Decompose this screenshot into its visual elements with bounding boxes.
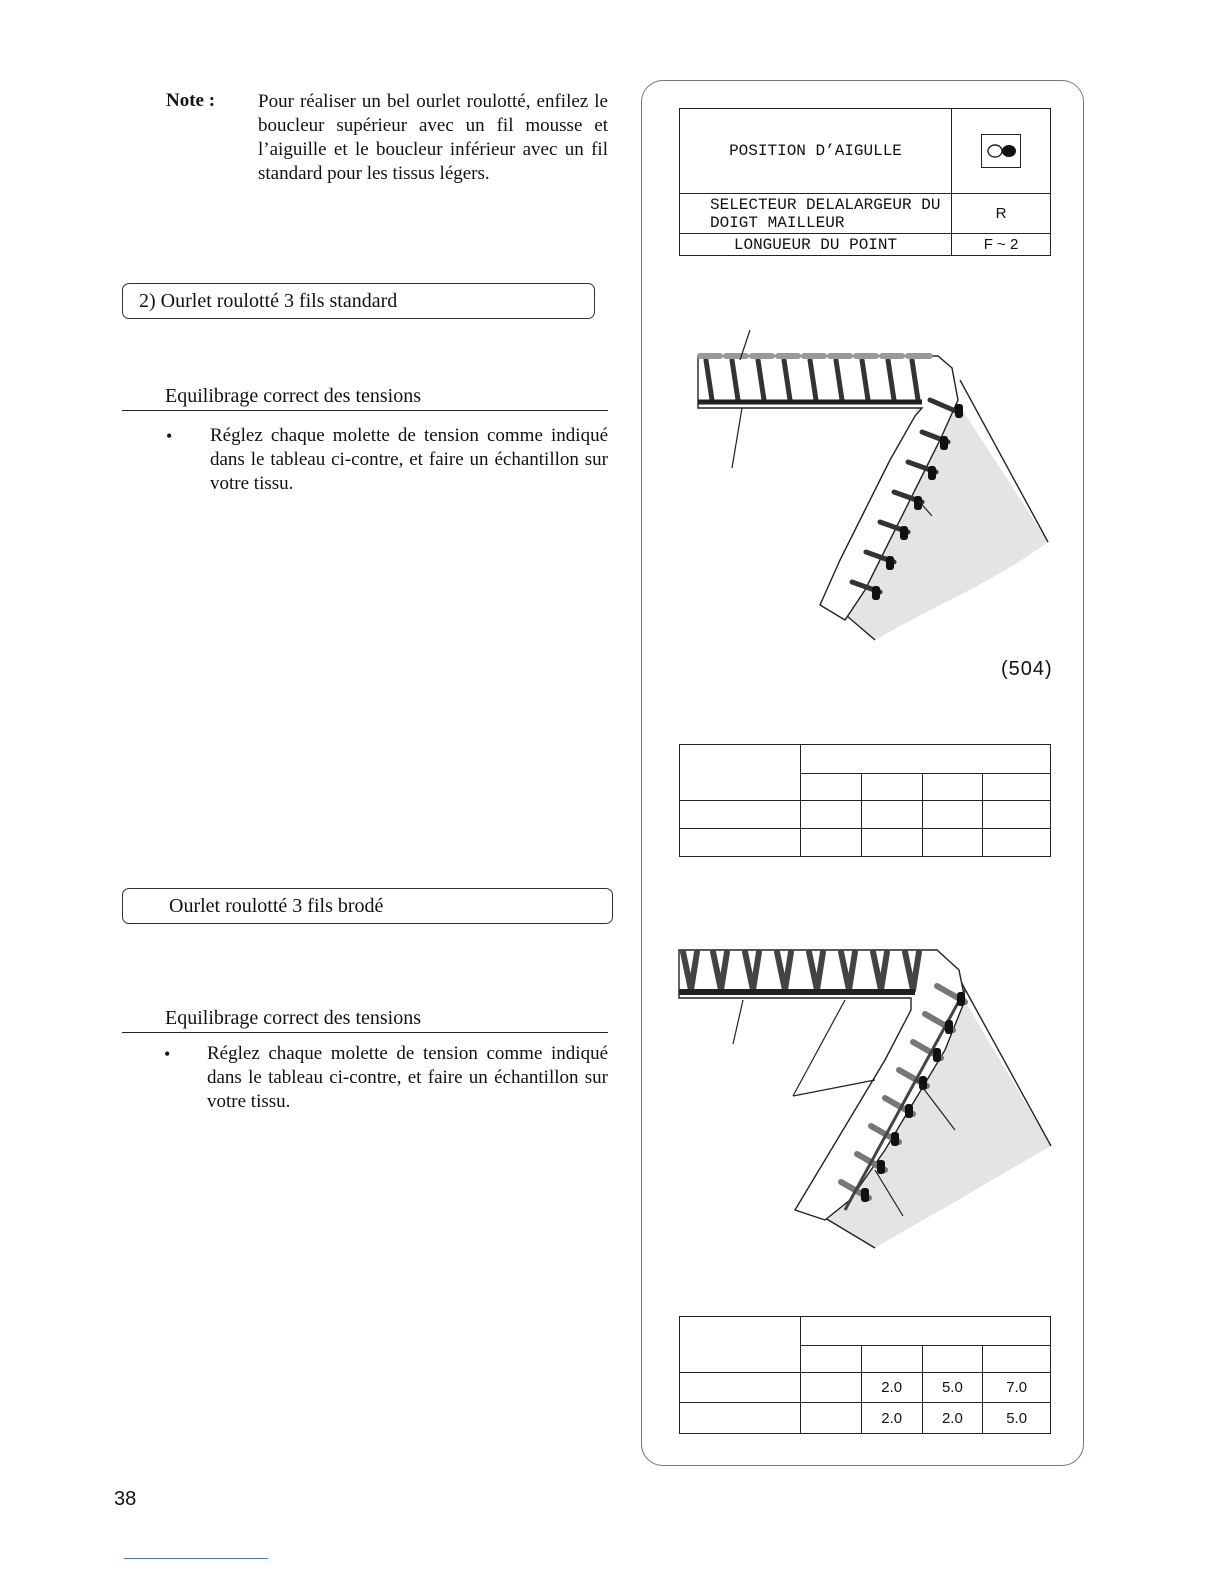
table-cell xyxy=(922,1346,983,1373)
table-cell xyxy=(680,1403,801,1434)
needle-position-value xyxy=(952,109,1051,194)
bullet-icon: • xyxy=(166,426,173,446)
tension-value: 7.0 xyxy=(983,1373,1051,1403)
tension-value: 5.0 xyxy=(983,1403,1051,1434)
machine-settings-table xyxy=(679,108,1051,256)
tension-value xyxy=(801,1403,862,1434)
table-cell xyxy=(801,829,862,857)
figure-number: (504) xyxy=(1001,658,1053,680)
table-cell xyxy=(680,801,801,829)
table-header-cell xyxy=(801,745,1051,774)
tension-value: 2.0 xyxy=(861,1373,922,1403)
table-cell xyxy=(801,801,862,829)
needle-position-icon xyxy=(981,134,1021,168)
table-cell xyxy=(862,774,923,801)
table-cell xyxy=(862,829,923,857)
table-cell xyxy=(983,774,1051,801)
stitch-length-label: LONGUEUR DU POINT xyxy=(680,234,952,256)
tension-table-brode xyxy=(679,1316,1051,1434)
table-cell xyxy=(801,1346,862,1373)
divider xyxy=(122,1032,608,1033)
note-text: Pour réaliser un bel ourlet roulotté, enfilez le boucleur supérieur avec un fil mousse et l’aiguille et le boucleur inférieur avec un fil standard pour les tissus légers. xyxy=(258,91,608,184)
table-cell xyxy=(983,801,1051,829)
note-label: Note : xyxy=(166,90,216,111)
table-header-cell xyxy=(801,1317,1051,1346)
table-cell xyxy=(861,1346,922,1373)
table-cell xyxy=(680,829,801,857)
page-number: 38 xyxy=(114,1488,137,1510)
tension-value: 2.0 xyxy=(861,1403,922,1434)
table-cell xyxy=(983,1346,1051,1373)
section-title-standard: 2) Ourlet roulotté 3 fils standard xyxy=(122,283,595,319)
rolled-hem-brode-illustration xyxy=(675,940,1065,1260)
table-cell xyxy=(680,1373,801,1403)
table-header-cell xyxy=(680,745,801,801)
table-cell xyxy=(922,829,983,857)
needle-position-label: POSITION D’AIGULLE xyxy=(680,109,952,194)
instruction-text-brode: Réglez chaque molette de tension comme indiqué dans le tableau ci-contre, et faire un échantillon sur votre tissu. xyxy=(207,1043,608,1112)
section-title-brode: Ourlet roulotté 3 fils brodé xyxy=(122,888,613,924)
table-cell xyxy=(922,774,983,801)
rolled-hem-standard-illustration xyxy=(690,320,1060,650)
tension-value: 2.0 xyxy=(922,1403,983,1434)
table-cell xyxy=(983,829,1051,857)
stitch-length-value: F ~ 2 xyxy=(952,234,1051,256)
bullet-icon: • xyxy=(164,1044,171,1064)
instruction-text-standard: Réglez chaque molette de tension comme indiqué dans le tableau ci-contre, et faire un échantillon sur votre tissu. xyxy=(210,425,608,494)
tension-table-standard xyxy=(679,744,1051,857)
tension-value xyxy=(801,1373,862,1403)
table-header-cell xyxy=(680,1317,801,1373)
divider xyxy=(122,410,608,411)
tension-value: 5.0 xyxy=(922,1373,983,1403)
stitch-finger-selector-value: R xyxy=(952,194,1051,234)
bottom-link-line xyxy=(124,1558,268,1559)
subheading-tension-standard: Equilibrage correct des tensions xyxy=(165,385,422,407)
table-cell xyxy=(801,774,862,801)
subheading-tension-brode: Equilibrage correct des tensions xyxy=(165,1007,422,1029)
stitch-finger-selector-label: SELECTEUR DELALARGEUR DU DOIGT MAILLEUR xyxy=(680,194,952,234)
table-cell xyxy=(862,801,923,829)
table-cell xyxy=(922,801,983,829)
